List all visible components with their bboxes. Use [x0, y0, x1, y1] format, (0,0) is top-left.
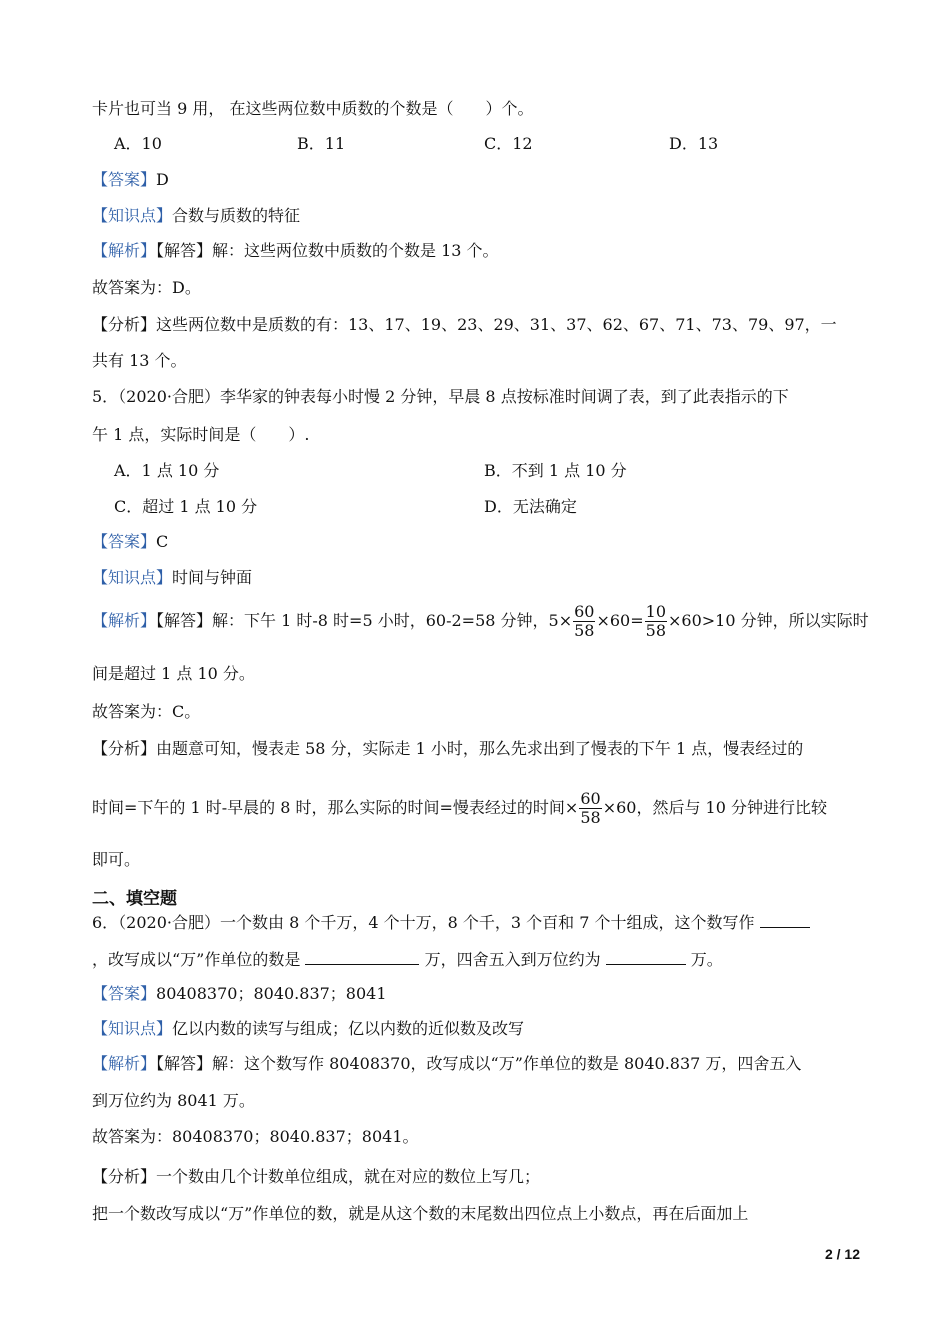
q6-stem-text-a: ，改写成以“万”作单位的数是 [92, 950, 301, 969]
knowledge-tag: 【知识点】 [92, 1019, 173, 1038]
q4-explanation [92, 240, 499, 262]
q5-choice-b: B．不到 1 点 10 分 [484, 461, 627, 480]
explanation-tag: 【解析】 [92, 241, 157, 260]
explanation-tag: 【解析】 [92, 1054, 157, 1073]
explanation-tag: 【解析】 [92, 611, 157, 630]
q4-choice-b: B．11 [297, 134, 346, 153]
answer-text: C [156, 532, 169, 551]
knowledge-tag: 【知识点】 [92, 568, 173, 587]
q6-explanation [92, 1053, 801, 1075]
q5-analysis-line2 [92, 790, 827, 827]
q5-explanation-line2: 间是超过 1 点 10 分。 [92, 664, 255, 683]
q5-answer [92, 531, 168, 553]
q6-analysis-line1: 【分析】一个数由几个计数单位组成，就在对应的数位上写几； [92, 1167, 541, 1186]
q4-choice-d: D．13 [669, 134, 719, 153]
answer-tag: 【答案】 [92, 984, 157, 1003]
q6-analysis-line2: 把一个数改写成以“万”作单位的数，就是从这个数的末尾数出四位点上小数点，再在后面加上 [92, 1204, 749, 1223]
explanation-text-a: 【解答】解：下午 1 时-8 时=5 小时，60-2=58 分钟，5× [156, 611, 573, 630]
q4-conclusion: 故答案为：D。 [92, 278, 201, 297]
explanation-text-c: ×60>10 分钟，所以实际时 [668, 611, 869, 630]
answer-text: D [156, 170, 169, 189]
q6-explanation-line2: 到万位约为 8041 万。 [92, 1091, 255, 1110]
q5-choice-c: C．超过 1 点 10 分 [114, 497, 258, 516]
answer-blank-3[interactable] [606, 948, 686, 965]
q6-stem-line2 [92, 948, 723, 971]
q6-stem-text: 6．（2020·合肥）一个数由 8 个千万，4 个十万，8 个千，3 个百和 7 个十组成，这个数写作 [92, 913, 755, 932]
q4-knowledge-point [92, 205, 300, 227]
q4-analysis-line2: 共有 13 个。 [92, 351, 187, 370]
q4-analysis-line1: 【分析】这些两位数中是质数的有：13、17、19、23、29、31、37、62、67、71、73、79、97，一 [92, 315, 837, 334]
q6-stem-line1 [92, 911, 810, 934]
explanation-text: 【解答】解：这些两位数中质数的个数是 13 个。 [156, 241, 499, 260]
q5-analysis-line3: 即可。 [92, 850, 141, 869]
fraction-60-58: $\frac{60}{58}$ [580, 789, 601, 827]
q6-knowledge-point [92, 1018, 524, 1040]
answer-blank-2[interactable] [305, 948, 419, 965]
q5-stem-line1: 5．（2020·合肥）李华家的钟表每小时慢 2 分钟，早晨 8 点按标准时间调了表，到了此表指示的下 [92, 387, 789, 406]
q5-knowledge-point [92, 567, 252, 589]
q6-conclusion: 故答案为：80408370；8040.837；8041。 [92, 1127, 419, 1146]
answer-blank-1[interactable] [760, 911, 810, 928]
fraction-10-58: $\frac{10}{58}$ [645, 602, 666, 640]
answer-tag: 【答案】 [92, 170, 157, 189]
knowledge-tag: 【知识点】 [92, 206, 173, 225]
q5-choice-a: A．1 点 10 分 [114, 461, 220, 480]
q5-conclusion: 故答案为：C。 [92, 702, 201, 721]
answer-text: 80408370；8040.837；8041 [156, 984, 387, 1003]
q4-answer [92, 169, 169, 191]
knowledge-text: 亿以内数的读写与组成；亿以内数的近似数及改写 [172, 1019, 525, 1038]
q4-choice-c: C．12 [484, 134, 533, 153]
section-heading: 二、填空题 [92, 889, 177, 909]
q5-analysis-line1: 【分析】由题意可知，慢表走 58 分，实际走 1 小时，那么先求出到了慢表的下午 1 点，慢表经过的 [92, 739, 804, 758]
q4-stem-continuation: 卡片也可当 9 用， 在这些两位数中质数的个数是（ ）个。 [92, 99, 534, 118]
page-number: 2 / 12 [824, 1246, 860, 1262]
analysis-text-a: 时间=下午的 1 时-早晨的 8 时，那么实际的时间=慢表经过的时间× [92, 798, 579, 817]
q5-stem-line2: 午 1 点，实际时间是（ ）. [92, 425, 310, 444]
knowledge-text: 时间与钟面 [172, 568, 253, 587]
q6-answer [92, 983, 387, 1005]
fraction-60-58: $\frac{60}{58}$ [574, 602, 595, 640]
q5-choice-d: D．无法确定 [484, 497, 577, 516]
explanation-text-b: ×60= [596, 611, 644, 630]
q4-choice-a: A．10 [114, 134, 162, 153]
q6-stem-text-c: 万。 [690, 950, 723, 969]
answer-tag: 【答案】 [92, 532, 157, 551]
q5-explanation [92, 603, 869, 640]
knowledge-text: 合数与质数的特征 [172, 206, 301, 225]
explanation-text: 【解答】解：这个数写作 80408370，改写成以“万”作单位的数是 8040.837 万，四舍五入 [156, 1054, 802, 1073]
q6-stem-text-b: 万，四舍五入到万位约为 [424, 950, 601, 969]
analysis-text-b: ×60，然后与 10 分钟进行比较 [602, 798, 828, 817]
